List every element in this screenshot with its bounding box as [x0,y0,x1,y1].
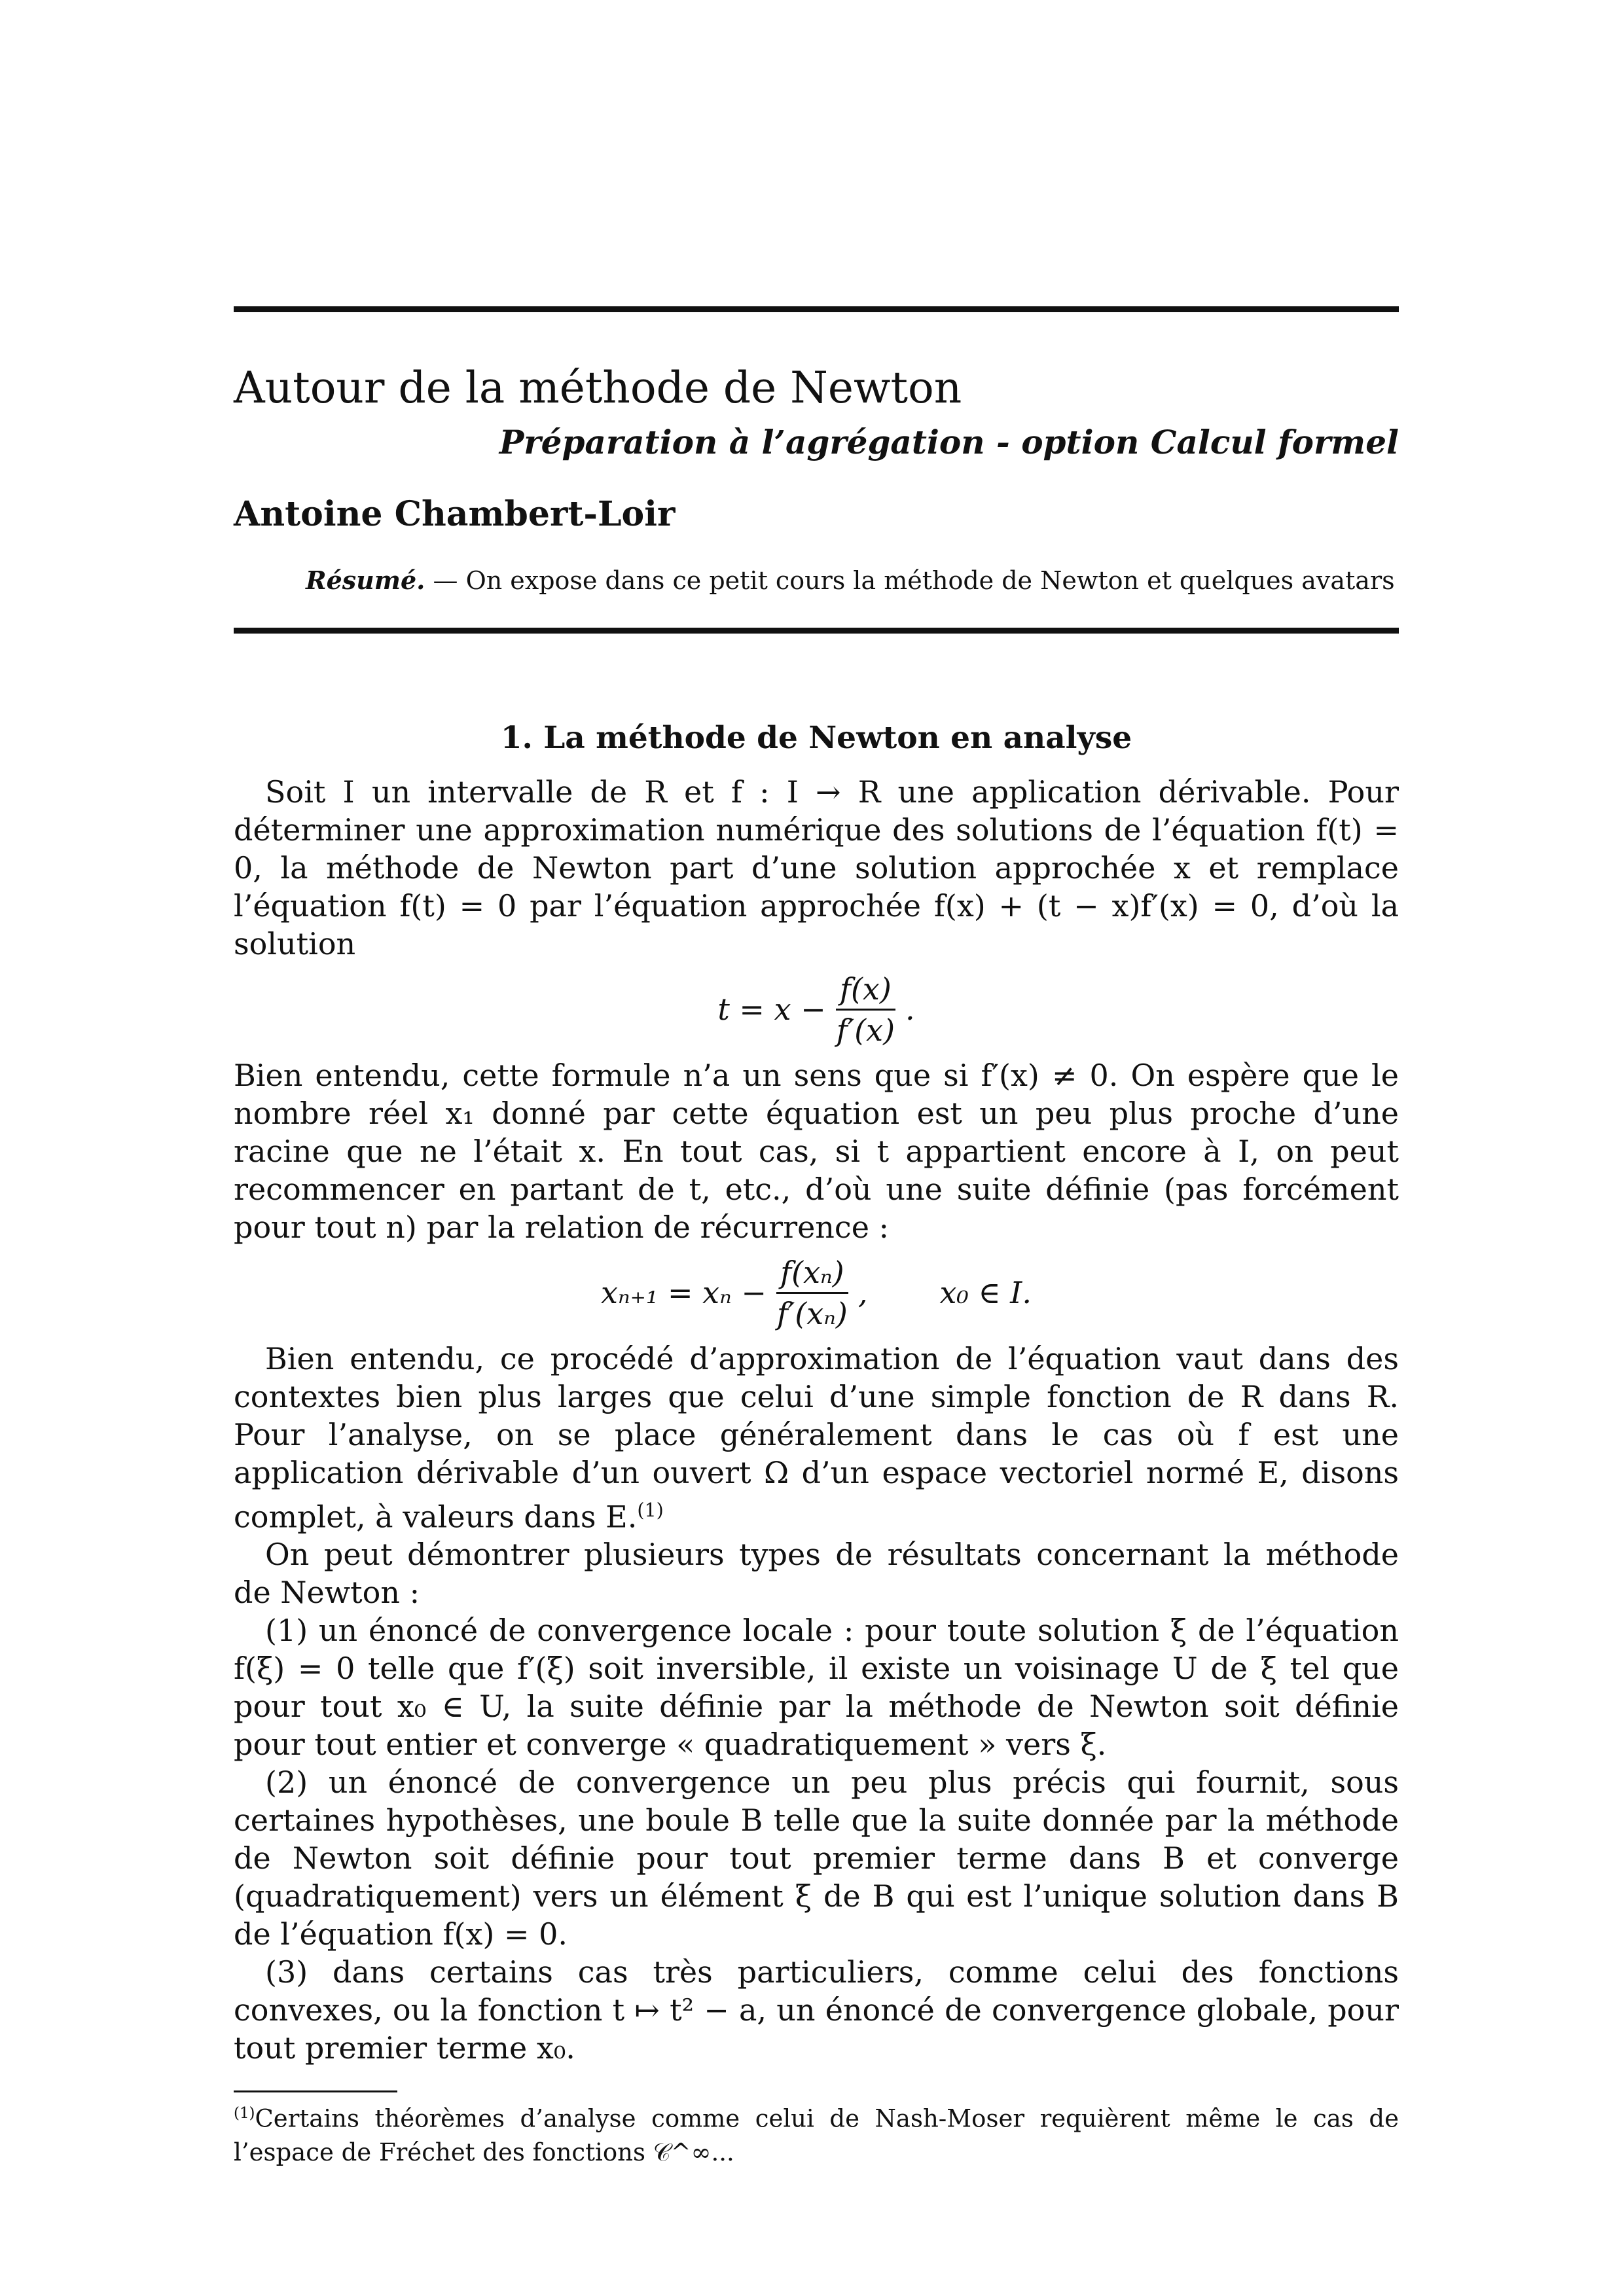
paragraph-4: On peut démontrer plusieurs types de résultats concernant la méthode de Newton : [234,1536,1399,1610]
bottom-rule [234,628,1399,634]
paragraph-3 [234,1340,1399,1535]
equation-recurrence [234,1253,1399,1333]
paragraph-6: (2) un énoncé de convergence un peu plus précis qui fournit, sous certaines hypothèses, une boule B telle que la suite donnée par la méthode de Newton soit définie pour tout premier terme dans B et converge (quadratiquement) vers un élément ξ de B qui est l’unique solution dans B de l’équation f(x) = 0. [234,1764,1399,1952]
paragraph-3-text: Bien entendu, ce procédé d’approximation de l’équation vaut dans des contextes bien plus larges que celui d’une simple fonction de R dans R. Pour l’analyse, on se place généralement dans le cas où f est une application dérivable d’un ouvert Ω d’un espace vectoriel normé E, disons complet, à valeurs dans E. [234,1340,1399,1534]
footnote-rule [234,2090,397,2092]
abstract [306,565,1399,595]
equation-newton-step [234,969,1399,1050]
footnote-mark: (1) [234,2104,255,2122]
equation-lhs: t = x − [717,992,826,1028]
fraction-numerator: f(xₙ) [776,1253,848,1294]
page [234,306,1399,2170]
equation-tail: , [857,1275,868,1311]
fraction-numerator: f(x) [836,969,895,1011]
paragraph-1: Soit I un intervalle de R et f : I → R une application dérivable. Pour déterminer une approximation numérique des solutions de l’équation f(t) = 0, la méthode de Newton part d’une solution approchée x et remplace l’équation f(t) = 0 par l’équation approchée f(x) + (t − x)f′(x) = 0, d’où la solution [234,774,1399,961]
fraction-denominator: f′(xₙ) [776,1295,848,1331]
fraction [773,1253,852,1333]
footnote [234,2096,1399,2170]
equation-lhs: xₙ₊₁ = xₙ − [601,1275,767,1311]
paragraph-7: (3) dans certains cas très particuliers, comme celui des fonctions convexes, ou la fonction t ↦ t² − a, un énoncé de convergence globale, pour tout premier terme x₀. [234,1954,1399,2066]
footnote-text: Certains théorèmes d’analyse comme celui de Nash-Moser requièrent même le cas de l’espace de Fréchet des fonctions 𝒞^∞... [234,2104,1399,2167]
top-rule [234,306,1399,312]
author-name: Antoine Chambert-Loir [234,493,676,534]
abstract-text: — On expose dans ce petit cours la méthode de Newton et quelques avatars [425,565,1395,595]
equation-tail: . [905,992,915,1028]
paper-title: Autour de la méthode de Newton [234,363,962,413]
section-heading: 1. La méthode de Newton en analyse [500,719,1132,756]
footnote-ref: (1) [637,1499,664,1521]
abstract-label: Résumé. [306,565,425,595]
equation-condition: x₀ ∈ I. [939,1275,1032,1311]
paragraph-5: (1) un énoncé de convergence locale : pour toute solution ξ de l’équation f(ξ) = 0 telle que f′(ξ) soit inversible, il existe un voisinage U de ξ tel que pour tout x₀ ∈ U, la suite définie par la méthode de Newton soit définie pour tout entier et converge « quadratiquement » vers ξ. [234,1612,1399,1762]
paper-subtitle: Préparation à l’agrégation - option Calcul formel [499,422,1399,461]
fraction [833,969,899,1050]
paragraph-2: Bien entendu, cette formule n’a un sens que si f′(x) ≠ 0. On espère que le nombre réel x₁ donné par cette équation est un peu plus proche d’une racine que ne l’était x. En tout cas, si t appartient encore à I, on peut recommencer en partant de t, etc., d’où une suite définie (pas forcément pour tout n) par la relation de récurrence : [234,1057,1399,1245]
fraction-denominator: f′(x) [836,1012,895,1048]
